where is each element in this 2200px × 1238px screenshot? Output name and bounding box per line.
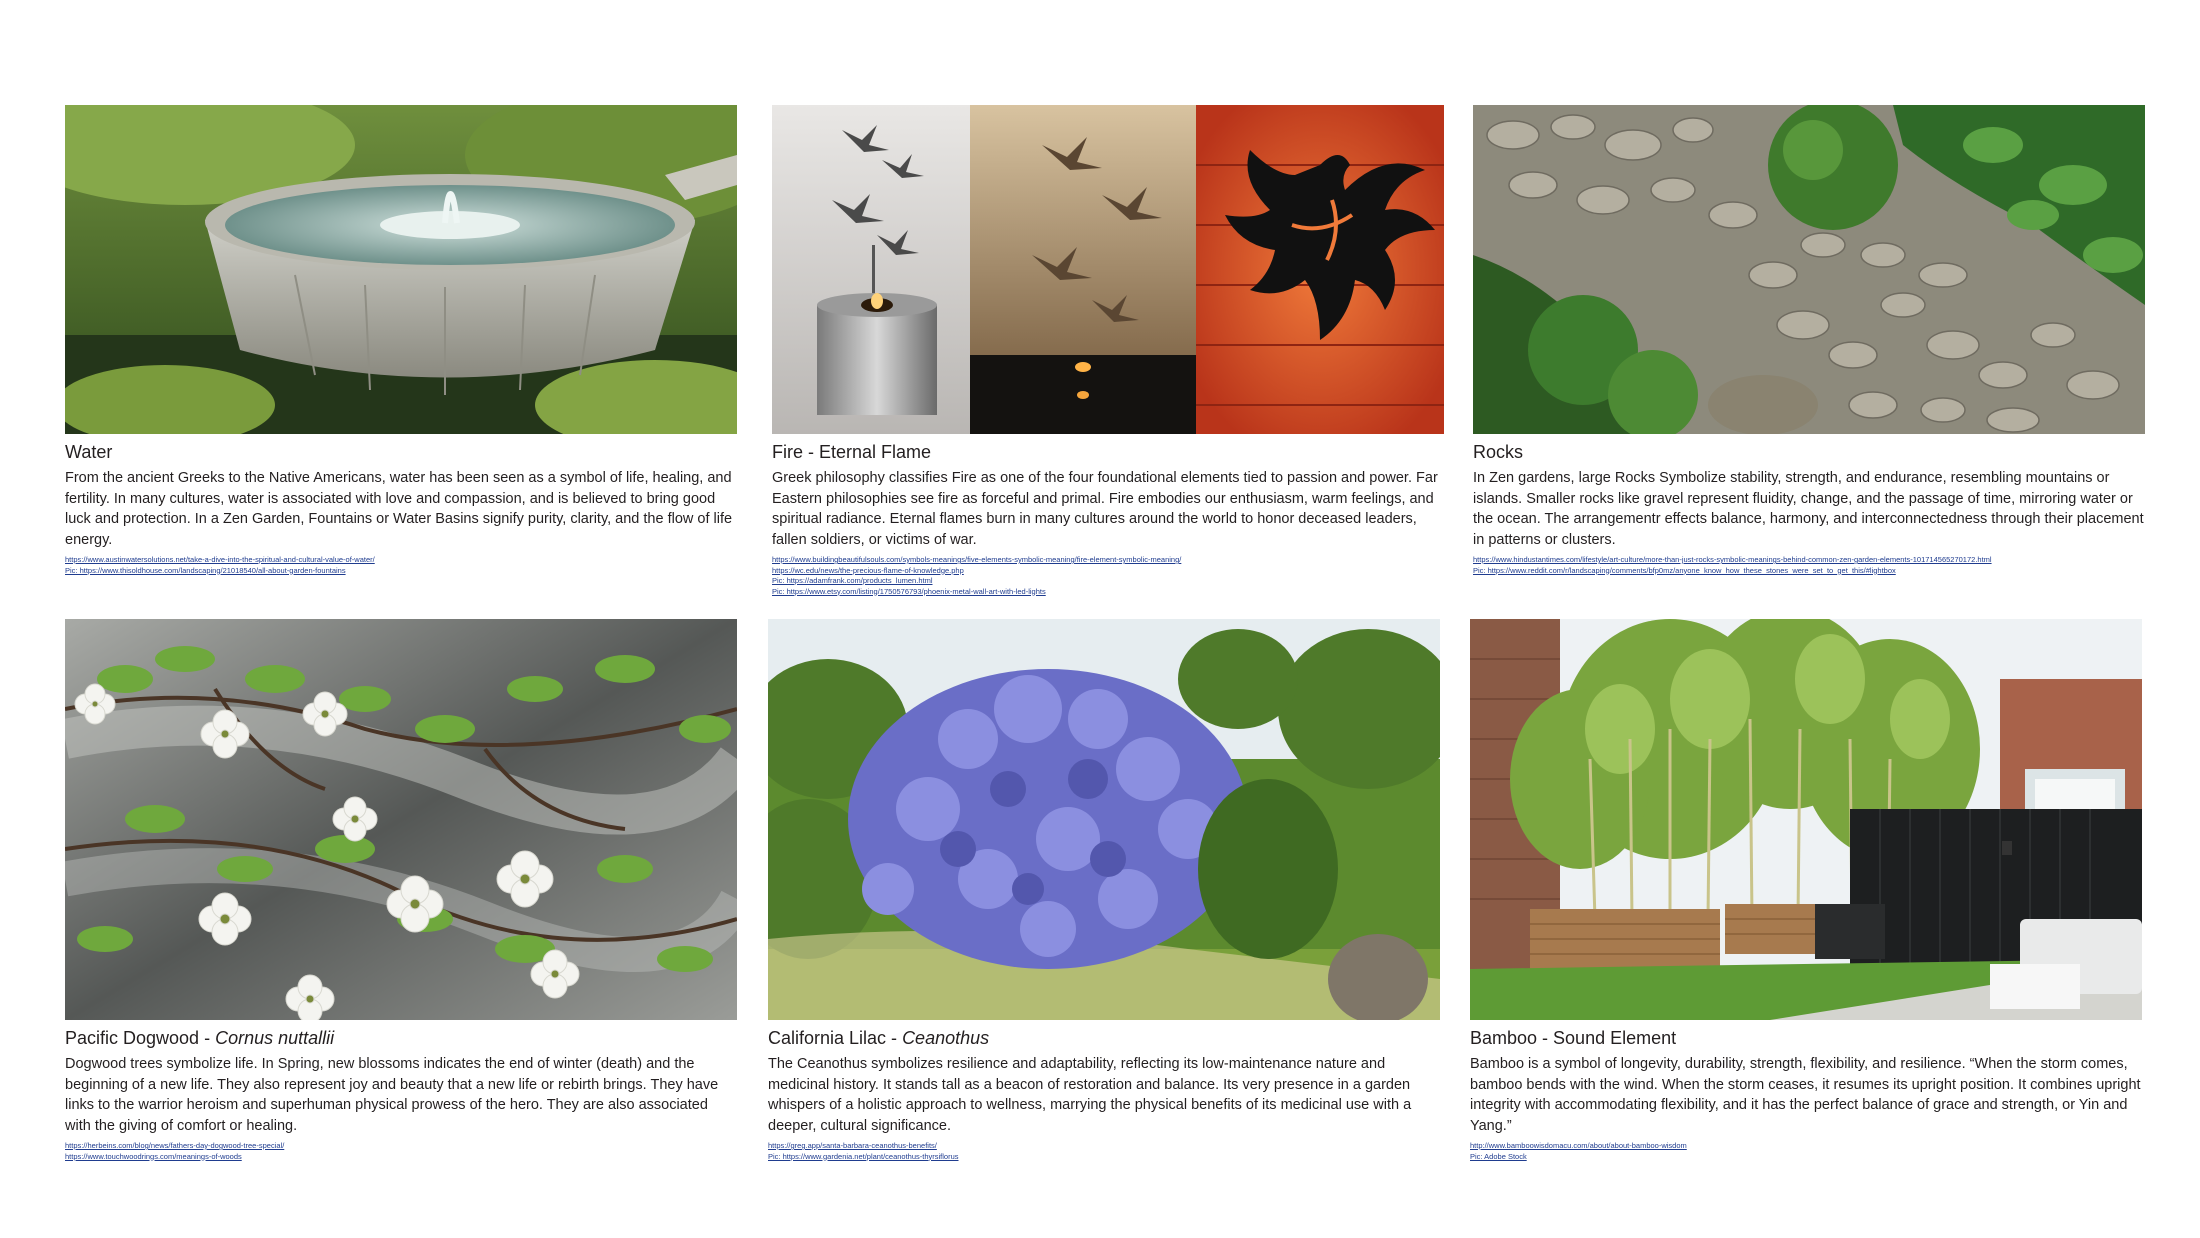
card-description: Greek philosophy classifies Fire as one of the four foundational elements tied to passion and power. Far Eastern philosophies see fire as forceful and primal. Fire embodies our enthusiasm, warm feelings, and spiritual radiance. Eternal flames burn in many cultures around the world to honor deceased leaders, fallen soldiers, or victims of war.	[772, 470, 1438, 548]
source-link[interactable]: Pic: Adobe Stock	[1470, 1151, 1527, 1161]
rocks-garden-image	[1473, 105, 2145, 434]
card-description: In Zen gardens, large Rocks Symbolize stability, strength, and endurance, resembling mountains or islands. Smaller rocks like gravel represent fluidity, change, and the passage of time, mirroring water or the ocean. The arrangementr effects balance, harmony, and interconnectedness through their placement in patterns or clusters.	[1473, 470, 2144, 548]
card-description: The Ceanothus symbolizes resilience and adaptability, reflecting its low-maintenance nature and medicinal history. It stands tall as a beacon of restoration and balance. Its very presence in a garden whispers of a holistic approach to wellness, marrying the physical benefits of its medicinal use with a deeper, cultural significance.	[768, 1056, 1412, 1134]
source-link[interactable]: https://www.touchwoodrings.com/meanings-of-woods	[65, 1151, 242, 1161]
card-description: Bamboo is a symbol of longevity, durability, strength, flexibility, and resilience. “When the storm comes, bamboo bends with the wind. When the storm ceases, it resumes its upright position. It combines upright integrity with accommodating flexibility, and it has the perfect balance of grace and strength, or Yin and Yang.”	[1470, 1056, 2141, 1134]
source-link[interactable]: https://herbeins.com/blog/news/fathers-day-dogwood-tree-special/	[65, 1141, 285, 1150]
source-links	[772, 555, 1444, 597]
card-title-text: Pacific Dogwood -	[65, 1028, 216, 1048]
card-description: From the ancient Greeks to the Native Americans, water has been seen as a symbol of life, healing, and fertility. In many cultures, water is associated with love and compassion, and is believed to bring good luck and protection. In a Zen Garden, Fountains or Water Basins signify purity, clarity, and the flow of life energy.	[65, 470, 733, 548]
card-bamboo	[1470, 619, 2142, 1162]
card-title: Water	[65, 442, 113, 462]
source-links	[1473, 555, 2145, 576]
source-link[interactable]: http://www.bamboowisdomacu.com/about/about-bamboo-wisdom	[1470, 1141, 1687, 1150]
card-california-lilac	[768, 619, 1440, 1162]
card-title-scientific: Cornus nuttallii	[215, 1028, 335, 1048]
card-rocks	[1473, 105, 2145, 576]
source-link[interactable]: Pic: https://www.etsy.com/listing/1750576793/phoenix-metal-wall-art-with-led-lights	[772, 586, 1046, 596]
california-lilac-image	[768, 619, 1440, 1020]
source-link[interactable]: Pic: https://adamfrank.com/products_lumen.html	[772, 576, 933, 585]
card-title: Fire - Eternal Flame	[772, 442, 932, 462]
card-title	[768, 1027, 1440, 1049]
card-title-text: California Lilac -	[768, 1028, 903, 1048]
source-link[interactable]: Pic: https://www.reddit.com/r/landscaping/comments/bfp0mz/anyone_know_how_these_stones_were_set_to_get_this/#lightbox	[1473, 565, 1896, 575]
source-link[interactable]: Pic: https://www.gardenia.net/plant/ceanothus-thyrsiflorus	[768, 1151, 959, 1161]
card-fire	[772, 105, 1444, 597]
fire-flame-image	[772, 105, 1444, 434]
source-link[interactable]: https://www.austinwatersolutions.net/take-a-dive-into-the-spiritual-and-cultural-value-of-water/	[65, 555, 375, 564]
card-description: Dogwood trees symbolize life. In Spring, new blossoms indicates the end of winter (death) and the beginning of a new life. They also represent joy and beauty that a new life or rebirth brings. They have links to the warrior heroism and superhuman physical prowess of the hero. They are also associated with the giving of comfort or healing.	[65, 1056, 719, 1134]
bamboo-garden-image	[1470, 619, 2142, 1020]
card-title: Bamboo - Sound Element	[1470, 1028, 1677, 1048]
card-water	[65, 105, 737, 576]
card-title: Rocks	[1473, 442, 1524, 462]
card-dogwood	[65, 619, 737, 1162]
source-links	[1470, 1141, 2142, 1162]
water-fountain-image	[65, 105, 737, 434]
source-links	[65, 1141, 737, 1162]
source-link[interactable]: https://www.hindustantimes.com/lifestyle/art-culture/more-than-just-rocks-symbolic-meanings-behind-common-zen-garden-elements-101714565270172.html	[1473, 555, 1992, 564]
card-title	[65, 1027, 737, 1049]
source-links	[768, 1141, 1440, 1162]
source-link[interactable]: https://wc.edu/news/the-precious-flame-of-knowledge.php	[772, 565, 964, 575]
dogwood-blossom-image	[65, 619, 737, 1020]
source-link[interactable]: https://greg.app/santa-barbara-ceanothus-benefits/	[768, 1141, 937, 1150]
source-links	[65, 555, 737, 576]
source-link[interactable]: https://www.buildingbeautifulsouls.com/symbols-meanings/five-elements-symbolic-meaning/fire-element-symbolic-meaning/	[772, 555, 1182, 564]
source-link[interactable]: Pic: https://www.thisoldhouse.com/landscaping/21018540/all-about-garden-fountains	[65, 565, 346, 575]
card-title-scientific: Ceanothus	[902, 1028, 990, 1048]
